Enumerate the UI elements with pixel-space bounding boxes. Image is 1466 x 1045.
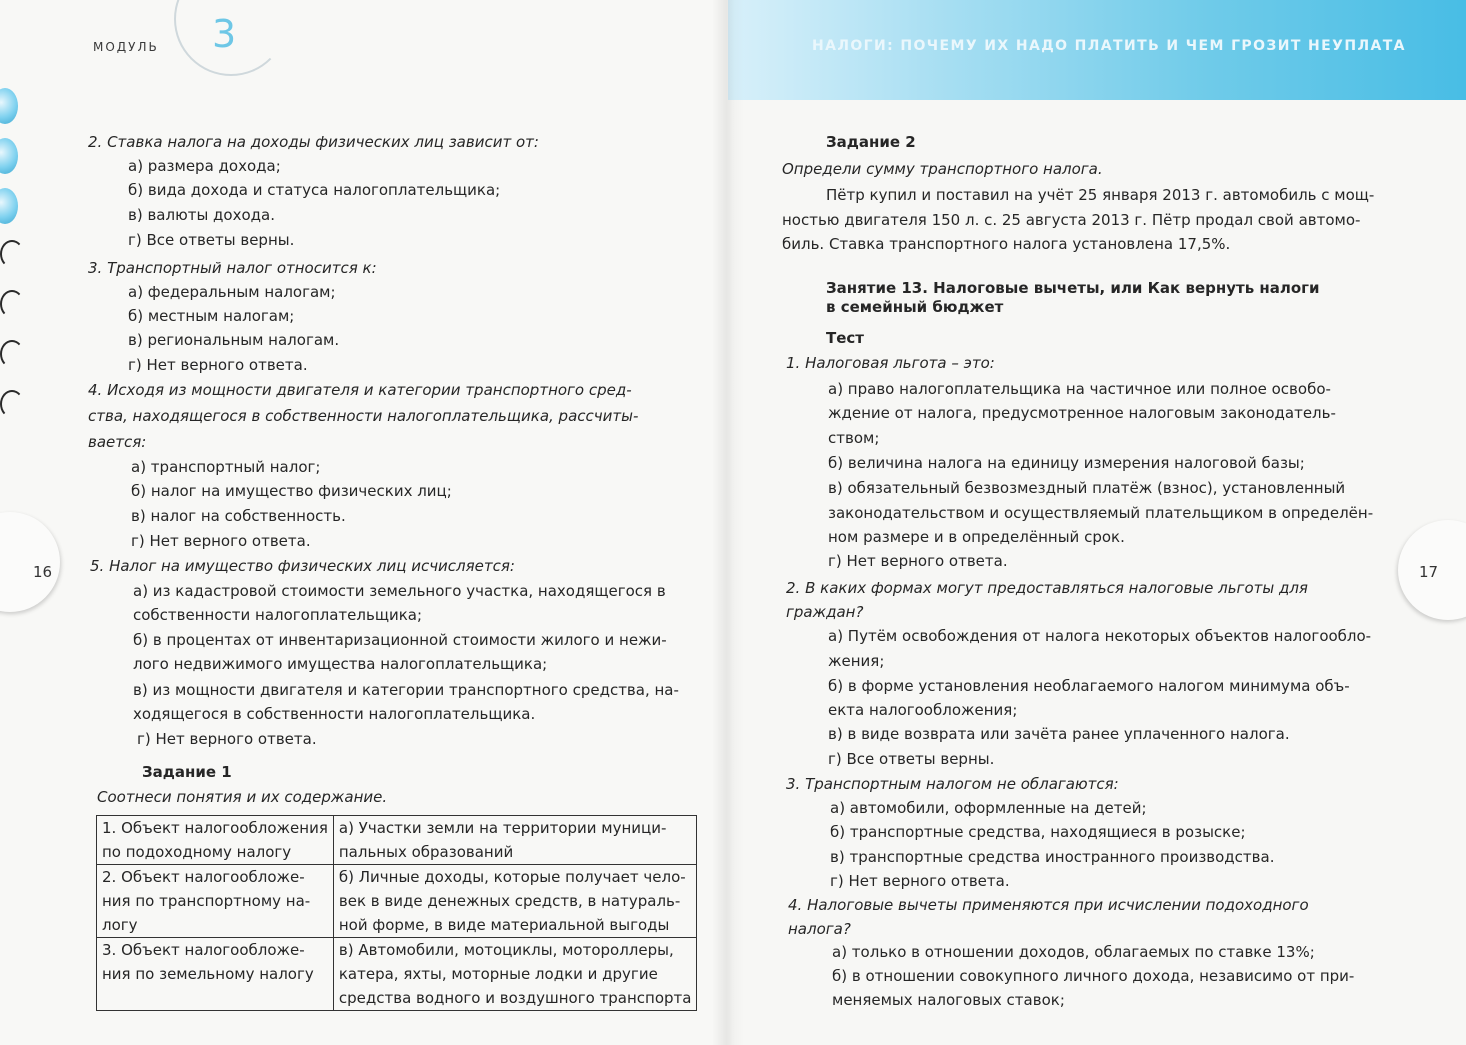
answer-option: ходящегося в собственности налогоплательщика. <box>133 705 536 723</box>
binding-ring-icon <box>0 240 24 268</box>
cell-text: ния по транспортному на- <box>102 892 311 910</box>
question-heading: налога? <box>788 920 851 938</box>
answer-option: в) из мощности двигателя и категории транспортного средства, на- <box>133 681 679 699</box>
table-cell-concept <box>97 865 334 938</box>
answer-option: б) величина налога на единицу измерения налоговой базы; <box>828 454 1305 472</box>
cell-text: по подоходному налогу <box>102 843 292 861</box>
answer-option: ством; <box>828 429 880 447</box>
table-cell-definition <box>333 816 697 865</box>
answer-option: б) в отношении совокупного личного дохода, независимо от при- <box>832 967 1355 985</box>
cell-text: катера, яхты, моторные лодки и другие <box>338 965 658 983</box>
cell-text: средства водного и воздушного транспорта <box>338 989 692 1007</box>
cell-text: 3. Объект налогообложе- <box>102 941 305 959</box>
answer-option: в) транспортные средства иностранного производства. <box>830 848 1275 866</box>
answer-option: екта налогообложения; <box>828 701 1018 719</box>
cell-text: ной форме, в виде материальной выгоды <box>338 916 670 934</box>
task2-text: Пётр купил и поставил на учёт 25 января 2013 г. автомобиль с мощ- <box>826 186 1375 204</box>
cell-text: ния по земельному налогу <box>102 965 314 983</box>
answer-option: а) транспортный налог; <box>131 458 321 476</box>
task2-text: биль. Ставка транспортного налога установлена 17,5%. <box>782 235 1231 253</box>
answer-option: б) налог на имущество физических лиц; <box>131 482 452 500</box>
answer-option: а) из кадастровой стоимости земельного участка, находящегося в <box>133 582 666 600</box>
answer-option: а) автомобили, оформленные на детей; <box>830 799 1147 817</box>
question-heading: вается: <box>88 433 147 451</box>
answer-option: ждение от налога, предусмотренное налоговым законодатель- <box>828 404 1336 422</box>
question-heading: 3. Транспортным налогом не облагаются: <box>786 775 1119 793</box>
question-heading: граждан? <box>786 603 864 621</box>
question-heading: 1. Налоговая льгота – это: <box>786 354 995 372</box>
cell-text: в) Автомобили, мотоциклы, мотороллеры, <box>338 941 674 959</box>
answer-option: лого недвижимого имущества налогоплательщика; <box>133 655 548 673</box>
cell-text: пальных образований <box>338 843 514 861</box>
cell-text: б) Личные доходы, которые получает чело- <box>338 868 686 886</box>
lesson-title: в семейный бюджет <box>826 298 1004 316</box>
answer-option: законодательством и осуществляемый плательщиком в определён- <box>828 504 1374 522</box>
table-row <box>97 865 697 938</box>
task2-instruction: Определи сумму транспортного налога. <box>782 160 1103 178</box>
answer-option: б) транспортные средства, находящиеся в розыске; <box>830 823 1246 841</box>
question-heading: 5. Налог на имущество физических лиц исчисляется: <box>90 557 515 575</box>
page-number-right: 17 <box>1419 563 1439 581</box>
table-cell-concept <box>97 938 334 1011</box>
answer-option: в) в виде возврата или зачёта ранее уплаченного налога. <box>828 725 1290 743</box>
answer-option: г) Нет верного ответа. <box>128 356 308 374</box>
answer-option: б) в форме установления необлагаемого налогом минимума объ- <box>828 677 1350 695</box>
task2-text: ностью двигателя 150 л. с. 25 августа 2013 г. Пётр продал свой автомо- <box>782 211 1361 229</box>
table-row <box>97 816 697 865</box>
question-heading: 4. Исходя из мощности двигателя и категории транспортного сред- <box>88 381 632 399</box>
answer-option: г) Все ответы верны. <box>128 231 295 249</box>
cell-text: 2. Объект налогообложе- <box>102 868 305 886</box>
answer-option: г) Нет верного ответа. <box>830 872 1010 890</box>
answer-option: ном размере и в определённый срок. <box>828 528 1125 546</box>
module-number: 3 <box>212 12 237 56</box>
cell-text: век в виде денежных средств, в натураль- <box>338 892 681 910</box>
question-heading: 4. Налоговые вычеты применяются при исчислении подоходного <box>788 896 1309 914</box>
answer-option: г) Нет верного ответа. <box>137 730 317 748</box>
answer-option: а) право налогоплательщика на частичное или полное освобо- <box>828 380 1331 398</box>
binding-ring-icon <box>0 290 24 318</box>
answer-option: собственности налогоплательщика; <box>133 606 423 624</box>
answer-option: а) только в отношении доходов, облагаемых по ставке 13%; <box>832 943 1315 961</box>
cell-text: а) Участки земли на территории муници- <box>338 819 667 837</box>
task2-title: Задание 2 <box>826 133 916 151</box>
question-heading: 2. В каких формах могут предоставляться налоговые льготы для <box>786 579 1308 597</box>
task1-title: Задание 1 <box>142 763 232 781</box>
binding-ring-icon <box>0 390 24 418</box>
answer-option: в) региональным налогам. <box>128 331 340 349</box>
lesson-title: Занятие 13. Налоговые вычеты, или Как вернуть налоги <box>826 279 1320 297</box>
answer-option: а) федеральным налогам; <box>128 283 336 301</box>
table-row <box>97 938 697 1011</box>
answer-option: в) налог на собственность. <box>131 507 346 525</box>
chapter-title: НАЛОГИ: ПОЧЕМУ ИХ НАДО ПЛАТИТЬ И ЧЕМ ГРОЗИТ НЕУПЛАТА <box>812 38 1406 54</box>
module-label: МОДУЛЬ <box>93 40 159 54</box>
answer-option: г) Все ответы верны. <box>828 750 995 768</box>
matching-table <box>96 815 697 1011</box>
answer-option: г) Нет верного ответа. <box>131 532 311 550</box>
task1-instruction: Соотнеси понятия и их содержание. <box>97 788 388 806</box>
answer-option: г) Нет верного ответа. <box>828 552 1008 570</box>
answer-option: б) вида дохода и статуса налогоплательщика; <box>128 181 501 199</box>
answer-option: б) местным налогам; <box>128 307 295 325</box>
question-heading: 2. Ставка налога на доходы физических лиц зависит от: <box>88 133 539 151</box>
table-cell-definition <box>333 865 697 938</box>
table-cell-concept <box>97 816 334 865</box>
answer-option: в) обязательный безвозмездный платёж (взнос), установленный <box>828 479 1346 497</box>
cell-text: 1. Объект налогообложения <box>102 819 328 837</box>
binding-ring-icon <box>0 340 24 368</box>
answer-option: а) Путём освобождения от налога некоторых объектов налогообло- <box>828 627 1372 645</box>
page-number-left: 16 <box>33 563 53 581</box>
book-spine <box>712 0 744 1045</box>
answer-option: жения; <box>828 652 885 670</box>
cell-text: логу <box>102 916 138 934</box>
answer-option: в) валюты дохода. <box>128 206 275 224</box>
question-heading: ства, находящегося в собственности налогоплательщика, рассчиты- <box>88 407 639 425</box>
answer-option: меняемых налоговых ставок; <box>832 991 1065 1009</box>
answer-option: а) размера дохода; <box>128 157 281 175</box>
test-label: Тест <box>826 329 864 347</box>
table-cell-definition <box>333 938 697 1011</box>
answer-option: б) в процентах от инвентаризационной стоимости жилого и нежи- <box>133 631 667 649</box>
question-heading: 3. Транспортный налог относится к: <box>88 259 377 277</box>
